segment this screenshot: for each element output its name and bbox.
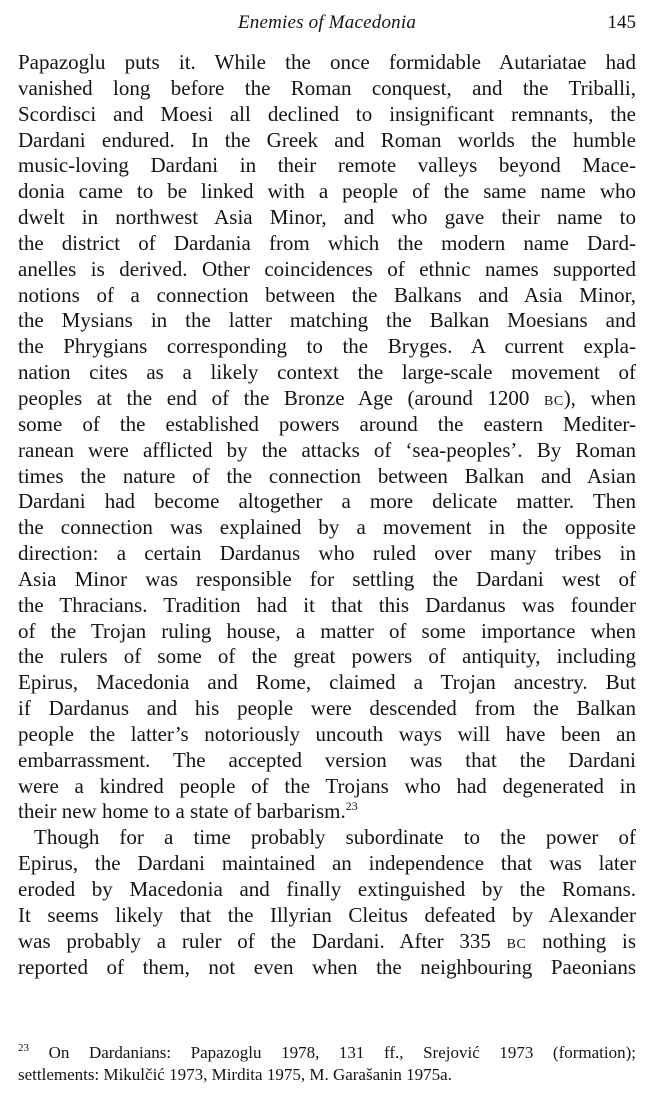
footnote-line bbox=[18, 1042, 636, 1064]
footnote-mark: 23 bbox=[18, 1042, 29, 1054]
footnote-text: On Dardanians: Papazoglu 1978, 131 ff., Srejović 1973 (formation); bbox=[29, 1043, 636, 1062]
era-abbreviation: BC bbox=[506, 936, 527, 952]
text-line: dwelt in northwest Asia Minor, and who gave their name to bbox=[18, 205, 636, 230]
paragraph-first-line: Though for a time probably subordinate to the power of bbox=[34, 825, 636, 850]
text-line: the rulers of some of the great powers of antiquity, including bbox=[18, 644, 636, 669]
text-line: direction: a certain Dardanus who ruled over many tribes in bbox=[18, 541, 636, 566]
text-line: music-loving Dardani in their remote valleys beyond Mace- bbox=[18, 153, 636, 178]
text-line: times the nature of the connection between Balkan and Asian bbox=[18, 463, 636, 488]
text-line: Papazoglu puts it. While the once formidable Autariatae had bbox=[18, 50, 636, 74]
page-header bbox=[18, 12, 636, 38]
text-line bbox=[18, 799, 636, 825]
text-segment: their new home to a state of barbarism. bbox=[18, 799, 346, 824]
text-segment: nothing is bbox=[526, 928, 636, 953]
text-line: Epirus, Macedonia and Rome, claimed a Trojan ancestry. But bbox=[18, 670, 636, 695]
text-line: the district of Dardania from which the modern name Dard- bbox=[18, 230, 636, 255]
text-line: Dardani endured. In the Greek and Roman worlds the humble bbox=[18, 127, 636, 152]
text-line: anelles is derived. Other coincidences of ethnic names supported bbox=[18, 256, 636, 281]
text-line: nation cites as a likely context the large-scale movement of bbox=[18, 360, 636, 385]
text-line: It seems likely that the Illyrian Cleitus defeated by Alexander bbox=[18, 902, 636, 927]
text-line: notions of a connection between the Balkans and Asia Minor, bbox=[18, 282, 636, 307]
footnote-line: settlements: Mikulčić 1973, Mirdita 1975, M. Garašanin 1975a. bbox=[18, 1065, 452, 1084]
text-line: the Mysians in the latter matching the Balkan Moesians and bbox=[18, 308, 636, 333]
text-line: embarrassment. The accepted version was that the Dardani bbox=[18, 747, 636, 772]
text-line: Scordisci and Moesi all declined to insignificant remnants, the bbox=[18, 101, 636, 126]
text-line: vanished long before the Roman conquest, and the Triballi, bbox=[18, 75, 636, 100]
page-number: 145 bbox=[607, 12, 636, 33]
text-line: if Dardanus and his people were descended from the Balkan bbox=[18, 696, 636, 721]
text-segment: ), when bbox=[563, 385, 636, 410]
text-line: reported of them, not even when the neighbouring Paeonians bbox=[18, 954, 636, 979]
text-line: Asia Minor was responsible for settling the Dardani west of bbox=[18, 566, 636, 591]
text-line: people the latter’s notoriously uncouth ways will have been an bbox=[18, 721, 636, 746]
text-line: the connection was explained by a movement in the opposite bbox=[18, 515, 636, 540]
text-line: the Phrygians corresponding to the Bryges. A current expla- bbox=[18, 334, 636, 359]
text-line: some of the established powers around the eastern Mediter- bbox=[18, 411, 636, 436]
running-head: Enemies of Macedonia bbox=[237, 12, 417, 33]
text-line: Epirus, the Dardani maintained an independence that was later bbox=[18, 851, 636, 876]
text-line: ranean were afflicted by the attacks of ‘sea-peoples’. By Roman bbox=[18, 437, 636, 462]
footnote bbox=[18, 1042, 636, 1086]
footnote-reference: 23 bbox=[345, 799, 358, 814]
text-line: Dardani had become altogether a more delicate matter. Then bbox=[18, 489, 636, 514]
text-segment: was probably a ruler of the Dardani. After 335 bbox=[18, 928, 507, 953]
text-line: were a kindred people of the Trojans who had degenerated in bbox=[18, 773, 636, 798]
text-line: eroded by Macedonia and finally extinguished by the Romans. bbox=[18, 877, 636, 901]
body-text bbox=[18, 50, 636, 980]
text-line: the Thracians. Tradition had it that this Dardanus was founder bbox=[18, 592, 636, 617]
text-segment: peoples at the end of the Bronze Age (around 1200 bbox=[18, 385, 544, 410]
text-line: donia came to be linked with a people of the same name who bbox=[18, 179, 636, 204]
text-line bbox=[18, 386, 636, 412]
text-line bbox=[18, 929, 636, 955]
text-line: of the Trojan ruling house, a matter of some importance when bbox=[18, 618, 636, 643]
era-abbreviation: BC bbox=[544, 393, 564, 409]
